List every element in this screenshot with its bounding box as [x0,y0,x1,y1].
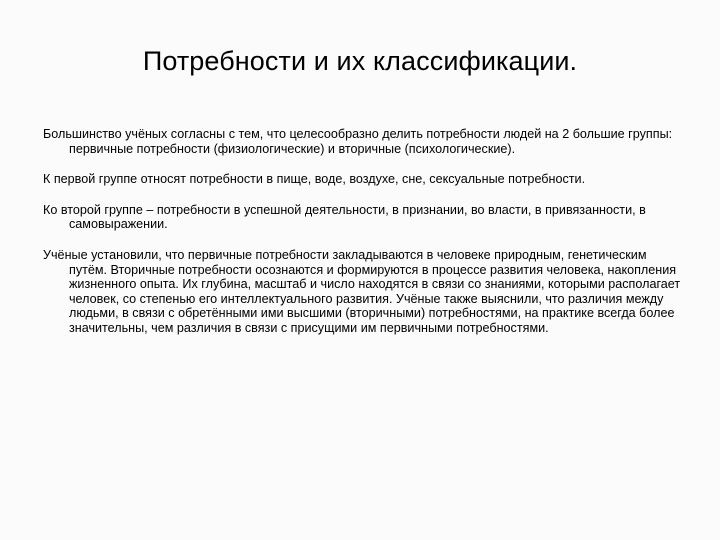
paragraph-2: К первой группе относят потребности в пище, воде, воздухе, сне, сексуальные потребности. [43,172,586,187]
paragraph-1: Большинство учёных согласны с тем, что целесообразно делить потребности людей на 2 большие группы: первичные потребности (физиологические) и вторичные (психологические). [43,127,673,156]
slide-title: Потребности и их классификации. [142,46,578,76]
paragraph-3: Ко второй группе – потребности в успешной деятельности, в признании, во власти, в привязанности, в самовыражении. [43,202,646,232]
slide-body [43,127,683,352]
paragraph-4: Учёные установили, что первичные потребности закладываются в человеке природным, генетическим путём. Вторичные потребности осознаются и формируются в процессе развития человека, накопления жизненного опыта. Их глубина, масштаб и число находятся в связи со знаниями, которыми располагает человек, со степенью его интеллектуального развития. Учёные также выяснили, что различия между людьми, в связи с обретёнными ими высшими (вторичными) потребностями, на практике всегда более значительны, чем различия в связи с присущими им первичными потребностями. [43,247,681,335]
